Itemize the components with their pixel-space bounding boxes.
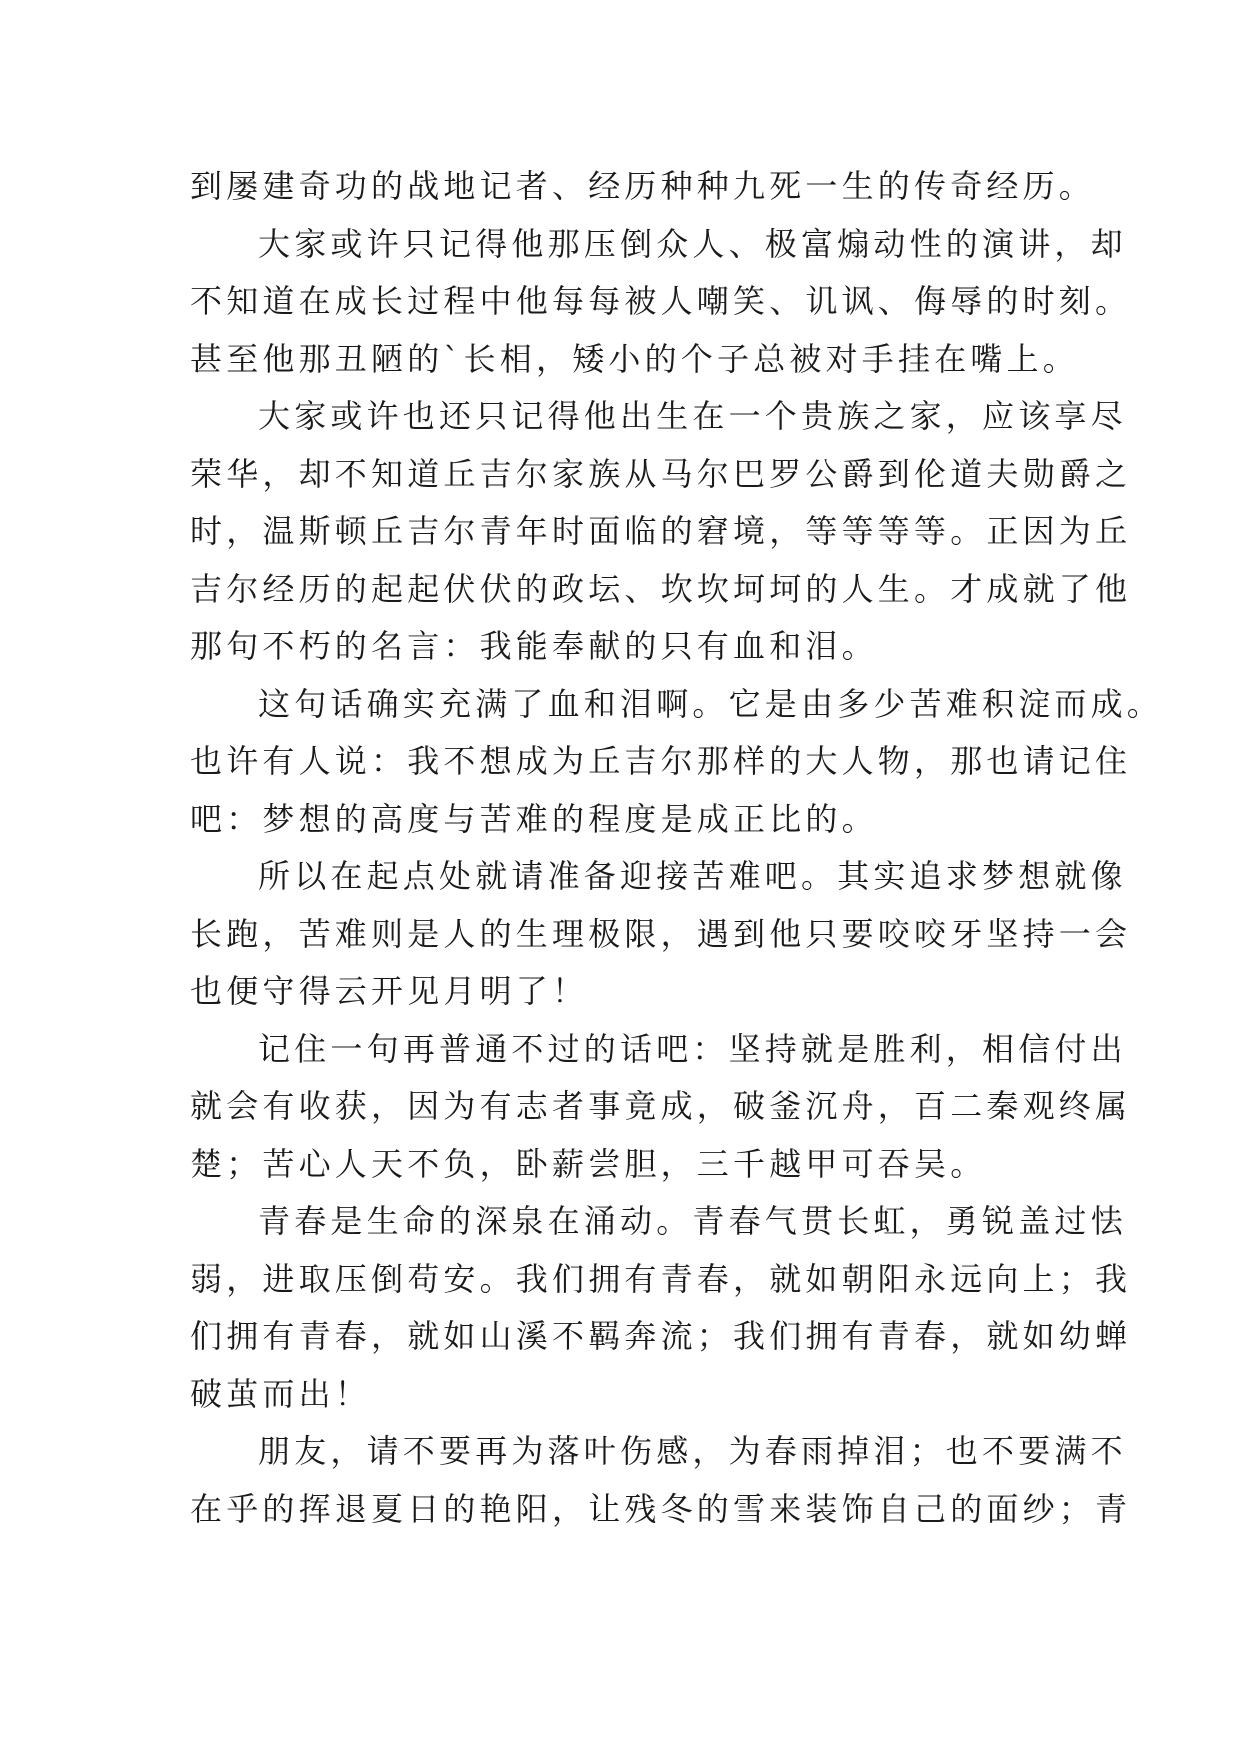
text-line: 到屡建奇功的战地记者、经历种种九死一生的传奇经历。	[190, 167, 1096, 205]
text-line: 吉尔经历的起起伏伏的政坛、坎坎坷坷的人生。才成就了他	[190, 569, 1132, 608]
text-line: 也便守得云开见月明了！	[190, 972, 589, 1010]
text-line: 大家或许只记得他那压倒众人、极富煽动性的演讲，却	[258, 224, 1127, 263]
text-line: 在乎的挥退夏日的艳阳，让残冬的雪来装饰自己的面纱；青	[190, 1489, 1132, 1528]
text-line: 所以在起点处就请准备迎接苦难吧。其实追求梦想就像	[258, 857, 1127, 895]
paragraph-3	[190, 388, 1132, 676]
paragraph-5	[190, 848, 1132, 1021]
text-line: 甚至他那丑陋的`长相，矮小的个子总被对手挂在嘴上。	[190, 339, 1080, 378]
paragraph-6	[190, 1021, 1132, 1194]
text-line: 们拥有青春，就如山溪不羁奔流；我们拥有青春，就如幼蝉	[190, 1317, 1132, 1355]
text-line: 记住一句再普通不过的话吧：坚持就是胜利，相信付出	[258, 1029, 1127, 1068]
text-line: 就会有收获，因为有志者事竟成，破釜沉舟，百二秦观终属	[190, 1087, 1132, 1125]
text-line: 长跑，苦难则是人的生理极限，遇到他只要咬咬牙坚持一会	[190, 914, 1132, 953]
paragraph-8	[190, 1423, 1132, 1538]
text-line: 这句话确实充满了血和泪啊。它是由多少苦难积淀而成。	[258, 684, 1164, 723]
text-line: 青春是生命的深泉在涌动。青春气贯长虹，勇锐盖过怯	[258, 1202, 1127, 1240]
text-line: 吧：梦想的高度与苦难的程度是成正比的。	[190, 799, 878, 838]
text-line: 不知道在成长过程中他每每被人嘲笑、讥讽、侮辱的时刻。	[190, 282, 1132, 320]
paragraph-1	[190, 158, 1096, 216]
paragraph-4	[190, 676, 1164, 849]
paragraph-2	[190, 216, 1132, 389]
paragraph-7	[190, 1193, 1132, 1423]
document-body	[190, 158, 1164, 1538]
text-line: 弱，进取压倒苟安。我们拥有青春，就如朝阳永远向上；我	[190, 1259, 1132, 1298]
text-line: 朋友，请不要再为落叶伤感，为春雨掉泪；也不要满不	[258, 1432, 1127, 1470]
text-line: 时，温斯顿丘吉尔青年时面临的窘境，等等等等。正因为丘	[190, 512, 1132, 550]
text-line: 也许有人说：我不想成为丘吉尔那样的大人物，那也请记住	[190, 742, 1132, 780]
text-line: 荣华，却不知道丘吉尔家族从马尔巴罗公爵到伦道夫勋爵之	[190, 454, 1132, 493]
text-line: 那句不朽的名言：我能奉献的只有血和泪。	[190, 627, 878, 665]
text-line: 破茧而出！	[190, 1374, 372, 1413]
text-line: 大家或许也还只记得他出生在一个贵族之家，应该享尽	[258, 397, 1127, 435]
text-line: 楚；苦心人天不负，卧薪尝胆，三千越甲可吞吴。	[190, 1144, 987, 1183]
